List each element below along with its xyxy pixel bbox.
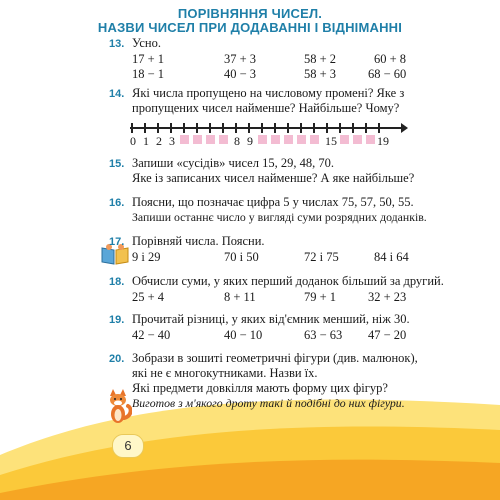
exercise-15-number: 15.	[109, 158, 125, 170]
number-line-arrow	[401, 123, 408, 133]
tick	[183, 123, 185, 133]
expression: 58 + 2	[304, 52, 337, 66]
expression: 42 − 40	[132, 328, 171, 342]
tick	[313, 123, 315, 133]
comparison: 9 і 29	[132, 250, 161, 264]
exercise-20-number: 20.	[109, 353, 125, 365]
expression: 40 − 10	[224, 328, 263, 342]
tick	[209, 123, 211, 133]
expression: 79 + 1	[304, 290, 337, 304]
exercise-17-prompt: Порівняй числа. Поясни.	[132, 234, 265, 248]
missing-number-box	[258, 135, 267, 144]
tick	[352, 123, 354, 133]
page-title-line1: ПОРІВНЯННЯ ЧИСЕЛ.	[177, 6, 323, 21]
missing-number-box	[297, 135, 306, 144]
missing-number-box	[284, 135, 293, 144]
exercise-13-prompt: Усно.	[132, 36, 161, 50]
expression: 17 + 1	[132, 52, 165, 66]
tick	[157, 123, 159, 133]
tick	[235, 123, 237, 133]
exercise-14-line2: пропущених чисел найменше? Найбільше? Чому?	[132, 101, 400, 115]
expression: 25 + 4	[132, 290, 165, 304]
exercise-20-line3: Які предмети довкілля мають форму цих фігур?	[132, 381, 388, 395]
expression: 18 − 1	[132, 67, 165, 81]
page-title-line2: НАЗВИ ЧИСЕЛ ПРИ ДОДАВАННІ І ВІДНІМАННІ	[97, 20, 403, 35]
tick	[222, 123, 224, 133]
exercise-18-prompt: Обчисли суми, у яких перший доданок більший за другий.	[132, 274, 444, 288]
missing-number-box	[310, 135, 319, 144]
tick	[339, 123, 341, 133]
comparison: 72 і 75	[304, 250, 339, 264]
expression: 40 − 3	[224, 67, 257, 81]
number-label: 2	[156, 134, 162, 148]
expression: 68 − 60	[368, 67, 407, 81]
tick	[131, 123, 133, 133]
tick	[326, 123, 328, 133]
comparison: 84 і 64	[374, 250, 409, 264]
tick	[170, 123, 172, 133]
exercise-14-number: 14.	[109, 88, 125, 100]
missing-number-box	[340, 135, 349, 144]
exercise-16-line2: Запиши останнє число у вигляді суми розрядних доданків.	[132, 210, 427, 224]
tick	[196, 123, 198, 133]
missing-number-box	[353, 135, 362, 144]
expression: 8 + 11	[224, 290, 256, 304]
number-line	[128, 122, 408, 152]
missing-number-box	[206, 135, 215, 144]
number-label: 8	[234, 134, 240, 148]
exercise-20-line2: які не є многокутниками. Назви їх.	[132, 366, 318, 380]
tick	[287, 123, 289, 133]
exercise-16-line1: Поясни, що позначає цифра 5 у числах 75, 57, 50, 55.	[132, 195, 414, 209]
number-label: 0	[130, 134, 136, 148]
expression: 47 − 20	[368, 328, 407, 342]
expression: 58 + 3	[304, 67, 337, 81]
exercise-15-line2: Яке із записаних чисел найменше? А яке найбільше?	[132, 171, 415, 185]
missing-number-box	[366, 135, 375, 144]
missing-number-box	[180, 135, 189, 144]
tick	[300, 123, 302, 133]
exercise-19-prompt: Прочитай різниці, у яких від'ємник менший, ніж 30.	[132, 312, 410, 326]
expression: 60 + 8	[374, 52, 407, 66]
exercise-15-line1: Запиши «сусідів» чисел 15, 29, 48, 70.	[132, 156, 334, 170]
number-label: 1	[143, 134, 149, 148]
exercise-19-number: 19.	[109, 314, 125, 326]
missing-number-box	[271, 135, 280, 144]
tick	[274, 123, 276, 133]
exercise-20-line1: Зобрази в зошиті геометричні фігури (див. малюнок),	[132, 351, 418, 365]
tick	[248, 123, 250, 133]
expression: 37 + 3	[224, 52, 257, 66]
expression: 32 + 23	[368, 290, 407, 304]
exercise-13-number: 13.	[109, 38, 125, 50]
expression: 63 − 63	[304, 328, 343, 342]
tick	[365, 123, 367, 133]
number-label: 3	[169, 134, 175, 148]
exercise-20-line4: Виготов з м'якого дроту такі й подібні до них фігури.	[132, 396, 405, 410]
number-label: 19	[377, 134, 389, 148]
exercise-18-number: 18.	[109, 276, 125, 288]
tick	[144, 123, 146, 133]
number-label: 9	[247, 134, 253, 148]
fox-icon	[104, 388, 132, 424]
missing-number-box	[193, 135, 202, 144]
comparison: 70 і 50	[224, 250, 259, 264]
number-label: 15	[325, 134, 337, 148]
page-number: 6	[112, 434, 144, 458]
exercise-16-number: 16.	[109, 197, 125, 209]
missing-number-box	[219, 135, 228, 144]
tick	[261, 123, 263, 133]
tick	[378, 123, 380, 133]
exercise-14-line1: Які числа пропущено на числовому промені? Яке з	[132, 86, 405, 100]
exercise-17-number: 17.	[109, 236, 125, 248]
